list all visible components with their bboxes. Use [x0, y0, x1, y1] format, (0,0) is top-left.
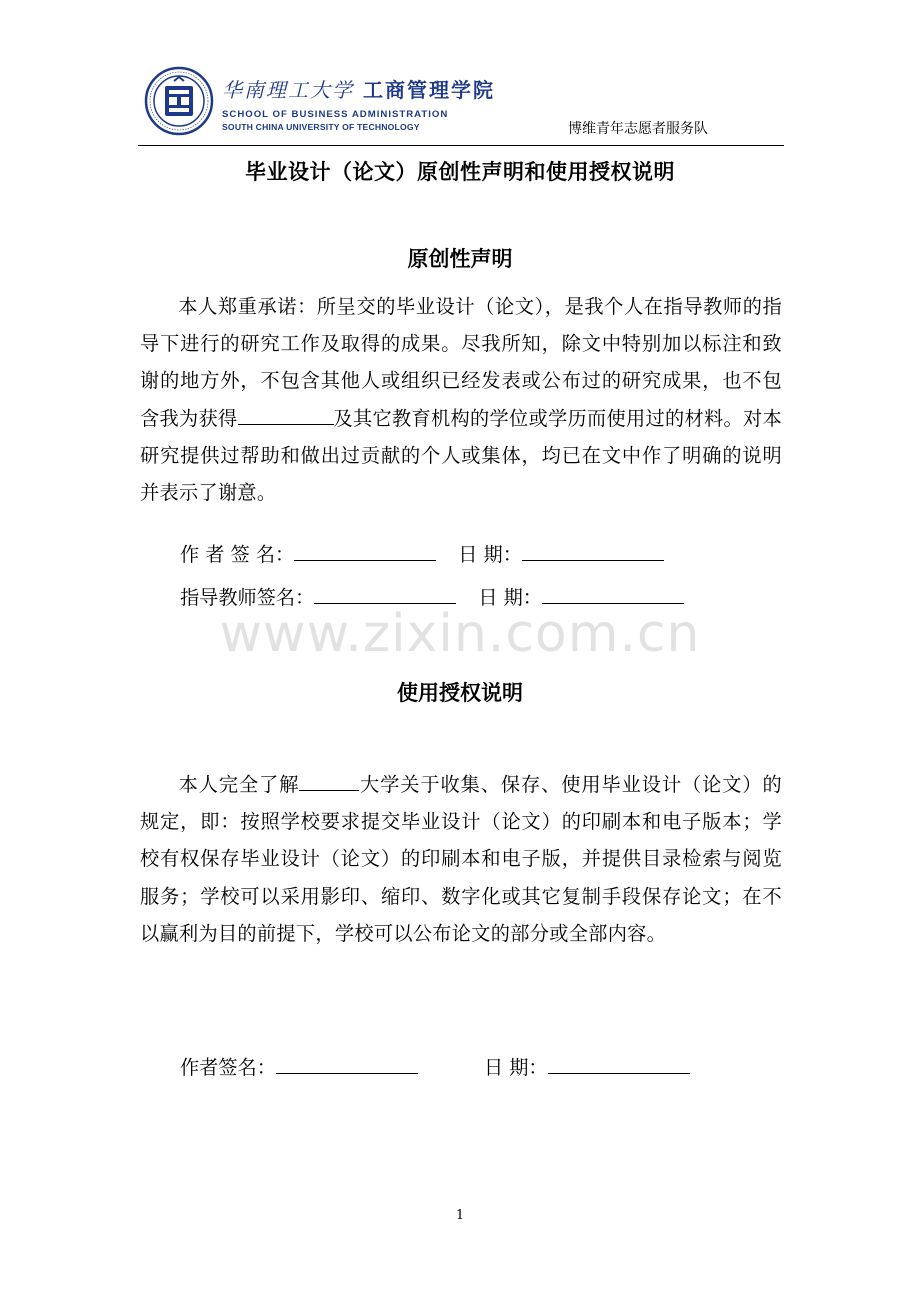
- university-seal-logo: [144, 66, 214, 136]
- school-name-cn: [222, 74, 495, 103]
- university-blank[interactable]: [299, 772, 359, 791]
- originality-text-a: 本人郑重承诺：所呈交的毕业设计（论文），是我个人在指导教师的指导下进行的研究工作及取得的成果。尽我所知，除文中特别加以标注和致谢的地方外，不包含其他人或组织已经发表或公布过的研究成果，也不包含我为获得: [140, 295, 782, 430]
- date-line[interactable]: [522, 542, 664, 561]
- author-signature-row: [180, 540, 664, 567]
- authorization-text-b: 大学关于收集、保存、使用毕业设计（论文）的规定，即：按照学校要求提交毕业设计（论文）的印刷本和电子版本；学校有权保存毕业设计（论文）的印刷本和电子版，并提供目录检索与阅览服务；学校可以采用影印、缩印、数字化或其它复制手段保存论文；在不以赢利为目的前提下，学校可以公布论文的部分或全部内容。: [140, 773, 782, 945]
- author-sign-line[interactable]: [294, 542, 436, 561]
- university-name-en: SOUTH CHINA UNIVERSITY OF TECHNOLOGY: [222, 122, 420, 132]
- school-name-en: SCHOOL OF BUSINESS ADMINISTRATION: [222, 109, 449, 120]
- header-divider: [138, 145, 784, 146]
- degree-blank[interactable]: [238, 406, 334, 425]
- author-sign-label: 作 者 签 名：: [180, 543, 295, 566]
- advisor-sign-line[interactable]: [314, 585, 456, 604]
- author-sign-line-2[interactable]: [276, 1055, 418, 1074]
- author-signature-row-2: [180, 1053, 690, 1080]
- advisor-sign-label: 指导教师签名：: [180, 586, 315, 609]
- date-label: 日 期：: [478, 586, 542, 609]
- authorization-paragraph: [140, 766, 782, 952]
- school-name: 工商管理学院: [362, 78, 495, 102]
- originality-paragraph: [140, 288, 782, 511]
- date-label: 日 期：: [458, 543, 522, 566]
- watermark: www.zixin.com.cn: [219, 604, 701, 664]
- page-header: [140, 62, 782, 144]
- section-title-authorization: 使用授权说明: [397, 681, 523, 705]
- date-line[interactable]: [542, 585, 684, 604]
- section-title-originality: 原创性声明: [407, 247, 513, 271]
- originality-text-b: 及其它教育机构的学位或学历而使用过的材料。对本研究提供过帮助和做出过贡献的个人或集体，均已在文中作了明确的说明并表示了谢意。: [140, 406, 782, 505]
- authorization-text-a: 本人完全了解: [178, 773, 300, 796]
- header-right-text: 博维青年志愿者服务队: [568, 121, 708, 137]
- university-name-calligraphy: 华南理工大学: [222, 78, 354, 102]
- date-label-2: 日 期：: [483, 1056, 548, 1079]
- author-sign-label-2: 作者签名：: [180, 1056, 276, 1079]
- page-number: 1: [455, 1208, 465, 1223]
- school-name-block: [222, 74, 495, 132]
- date-line-2[interactable]: [548, 1055, 690, 1074]
- document-title: 毕业设计（论文）原创性声明和使用授权说明: [245, 160, 675, 184]
